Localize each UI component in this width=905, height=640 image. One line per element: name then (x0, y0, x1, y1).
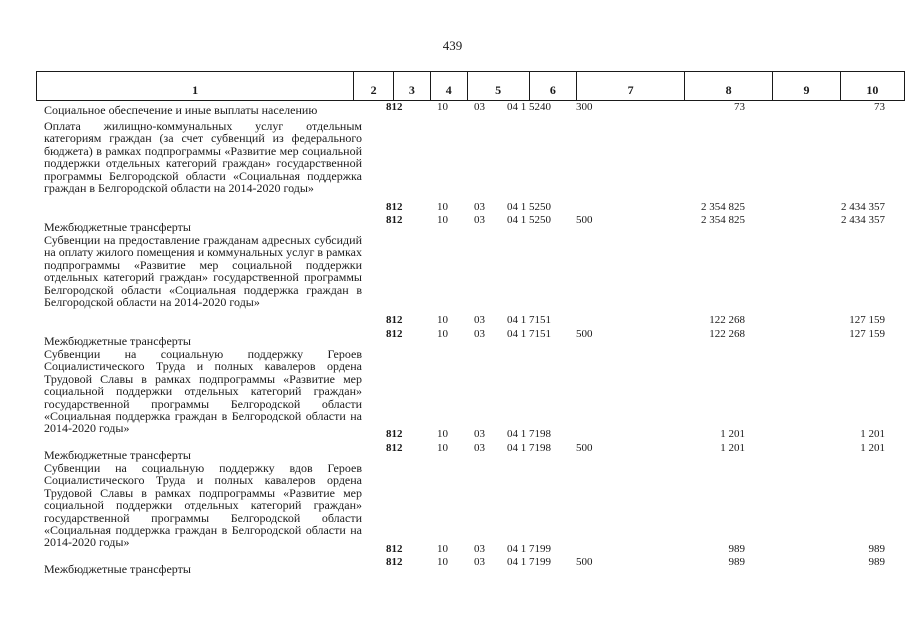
row-values (0, 313, 905, 327)
cell-section: 10 (437, 428, 448, 440)
cell-subsection: 03 (474, 201, 485, 213)
cell-section: 10 (437, 101, 448, 113)
cell-amount-col8: 1 201 (720, 428, 745, 440)
table-header (36, 71, 905, 101)
cell-target-article: 04 1 5240 (507, 101, 551, 113)
cell-ministry: 812 (386, 428, 403, 440)
header-col-1: 1 (37, 72, 354, 101)
cell-target-article: 04 1 5250 (507, 214, 551, 226)
cell-subsection: 03 (474, 314, 485, 326)
row-description: Межбюджетные трансферты (44, 220, 191, 234)
page-number: 439 (442, 38, 463, 53)
cell-target-article: 04 1 7151 (507, 328, 551, 340)
cell-ministry: 812 (386, 314, 403, 326)
cell-amount-col10: 989 (868, 543, 885, 555)
cell-subsection: 03 (474, 556, 485, 568)
header-col-2: 2 (354, 72, 394, 101)
cell-amount-col8: 122 268 (709, 328, 745, 340)
row-values (0, 542, 905, 556)
cell-subsection: 03 (474, 543, 485, 555)
cell-amount-col10: 989 (868, 556, 885, 568)
row-values (0, 555, 905, 569)
cell-subsection: 03 (474, 101, 485, 113)
cell-section: 10 (437, 442, 448, 454)
cell-amount-col8: 989 (728, 543, 745, 555)
cell-section: 10 (437, 543, 448, 555)
cell-ministry: 812 (386, 201, 403, 213)
cell-subsection: 03 (474, 214, 485, 226)
cell-amount-col8: 1 201 (720, 442, 745, 454)
cell-amount-col8: 989 (728, 556, 745, 568)
cell-amount-col8: 73 (734, 101, 745, 113)
cell-amount-col10: 127 159 (849, 314, 885, 326)
row-description: Межбюджетные трансферты (44, 334, 191, 348)
header-col-8: 8 (685, 72, 773, 101)
row-description: Межбюджетные трансферты (44, 562, 191, 576)
cell-ministry: 812 (386, 328, 403, 340)
cell-amount-col10: 1 201 (860, 442, 885, 454)
cell-target-article: 04 1 7198 (507, 428, 551, 440)
cell-amount-col8: 122 268 (709, 314, 745, 326)
row-description: Субвенции на предоставление гражданам адресных субсидий на оплату жилого помещения и коммунальных услуг в рамках подпрограммы «Развитие мер социальной поддержки отдельных категорий граждан» государственной программы Белгородской области «Социальная поддержка граждан в Белгородской области на 2014-2020 годы» (44, 233, 362, 310)
header-col-9: 9 (773, 72, 841, 101)
row-description: Субвенции на социальную поддержку вдов Героев Социалистического Труда и полных кавалеров ордена Трудовой Славы в рамках подпрограммы «Развитие мер социальной поддержки отдельных категорий граждан» государственной программы Белгородской области «Социальная поддержка граждан в Белгородской области на 2014-2020 годы» (44, 461, 362, 550)
cell-expense-type: 500 (576, 442, 593, 454)
cell-target-article: 04 1 7199 (507, 543, 551, 555)
cell-section: 10 (437, 214, 448, 226)
row-description: Межбюджетные трансферты (44, 448, 191, 462)
row-values (0, 427, 905, 441)
cell-target-article: 04 1 5250 (507, 201, 551, 213)
cell-expense-type: 300 (576, 101, 593, 113)
row-values (0, 327, 905, 341)
cell-amount-col8: 2 354 825 (701, 201, 745, 213)
header-col-7: 7 (577, 72, 685, 101)
header-col-3: 3 (393, 72, 430, 101)
cell-ministry: 812 (386, 543, 403, 555)
header-col-6: 6 (529, 72, 576, 101)
cell-subsection: 03 (474, 428, 485, 440)
cell-amount-col10: 2 434 357 (841, 201, 885, 213)
cell-expense-type: 500 (576, 556, 593, 568)
cell-ministry: 812 (386, 101, 403, 113)
cell-target-article: 04 1 7198 (507, 442, 551, 454)
row-values (0, 441, 905, 455)
row-description: Оплата жилищно-коммунальных услуг отдельным категориям граждан (за счет субвенций из федерального бюджета) в рамках подпрограммы «Развитие мер социальной поддержки отдельных категорий граждан» государственной программы Белгородской области «Социальная поддержка граждан в Белгородской области на 2014-2020 годы» (44, 119, 362, 196)
cell-expense-type: 500 (576, 328, 593, 340)
cell-section: 10 (437, 201, 448, 213)
row-values (0, 200, 905, 214)
cell-section: 10 (437, 328, 448, 340)
header-col-10: 10 (840, 72, 904, 101)
row-description: Субвенции на социальную поддержку Героев Социалистического Труда и полных кавалеров ордена Трудовой Славы в рамках подпрограммы «Развитие мер социальной поддержки отдельных категорий граждан» государственной программы Белгородской области «Социальная поддержка граждан в Белгородской области на 2014-2020 годы» (44, 347, 362, 436)
cell-amount-col10: 73 (874, 101, 885, 113)
cell-target-article: 04 1 7151 (507, 314, 551, 326)
header-col-5: 5 (467, 72, 529, 101)
cell-amount-col10: 1 201 (860, 428, 885, 440)
header-col-4: 4 (430, 72, 467, 101)
cell-amount-col8: 2 354 825 (701, 214, 745, 226)
cell-subsection: 03 (474, 442, 485, 454)
cell-section: 10 (437, 314, 448, 326)
cell-ministry: 812 (386, 214, 403, 226)
cell-target-article: 04 1 7199 (507, 556, 551, 568)
row-values (0, 213, 905, 227)
cell-expense-type: 500 (576, 214, 593, 226)
cell-ministry: 812 (386, 442, 403, 454)
cell-subsection: 03 (474, 328, 485, 340)
cell-amount-col10: 2 434 357 (841, 214, 885, 226)
row-description: Социальное обеспечение и иные выплаты населению (44, 103, 318, 117)
cell-ministry: 812 (386, 556, 403, 568)
cell-amount-col10: 127 159 (849, 328, 885, 340)
row-values (0, 100, 905, 117)
cell-section: 10 (437, 556, 448, 568)
